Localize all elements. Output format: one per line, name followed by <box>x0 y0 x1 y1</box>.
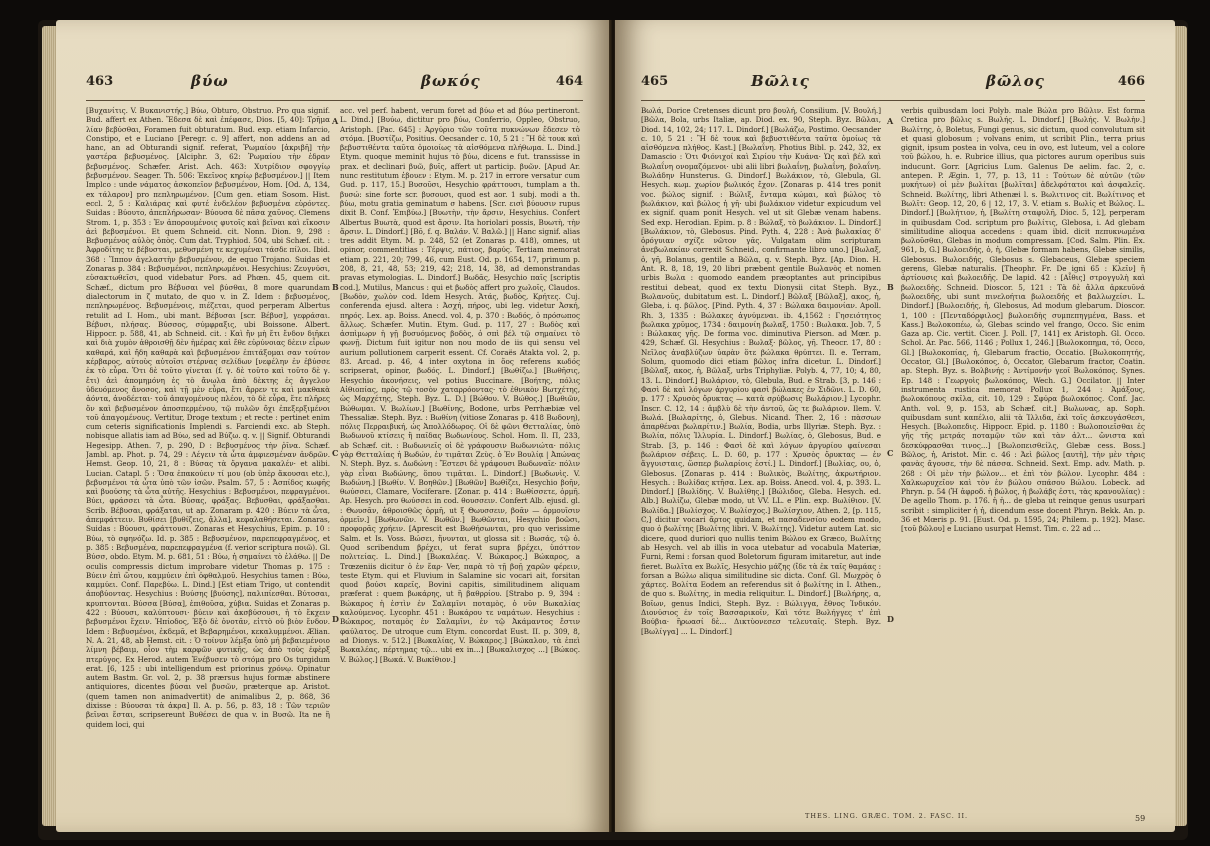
section-marker: D <box>887 614 894 624</box>
text-column: Βωλά, Dorice Cretenses dicunt pro βουλή, Consilium. [V. Βουλή.] [Βῶλα, Bola, urbs Italiæ, ap. Diod. ex. 90, Steph. Byz. Βῶλαι, Diod. 14, 102, 24; 117. L. Dindorf.] [Βωλάζω, Postimo. Oecsander c. 10, 5 21 : Ἢ δὲ τουκ καὶ βεβυστιθέντα ταῦτα ὁμοίως τὰ αἰσθόμενα πλήθος. Kast.] [Βωλαΐνη. Photius Bibl. p. 242, 32, ex Damascio : Ὁτι Φιόνιχοί καὶ Σιρίου τὴν Κυάνα· Ὡς καὶ βέλ καὶ Βωλαΐνη ονομαζόμενοι· ubi alii libri βωλαΐνῃ, βωλαΐνη, βολαΐνη. Βωλάδην Hunsterus. G. Dindorf.] Βωλάκιον, τὸ, Glebula, Gl. Hesych. κωμ. χωρίον βωλικός ἔχον. [Zonaras p. 414 tres ponit voc. βώλος signif. : Βώλιξ, ἔνταμα κώμαι, καὶ βώλος τὸ βωλάκιον, καὶ βώλος ἡ γῆ· ubi βωλάκιον videtur expicudum vel ex signif. quam ponit Hesych. vel ut sit Glebæ venam habens. Sed exp. Herodian. Epim. p. 8 : Βώλαξ, τὸ βωλάκιον. L. Dindorf.] [Βωλάκιον, τὸ, Glebosus. Pind. Pyth. 4, 228 : Ἀνὰ βωλακίας δ' ὀρόγυιαν σχίζε νῶτον γᾶς. Vulgatam olim scripturam ἀνεβωλακίαν correxit Schneid., confirmante libro uno.] [Βωλαξ, ὁ, γῆ, Bolanus, gentile a Βῶλα, q. v. Steph. Byz. [Ap. Dion. H. Ant. R. 8, 18, 19, 20 libri præbent gentile Βωλανὸς et nomen urbis Βωλα : quomodo eandem præoptantes aut principibus restitui debeat, quod ex textu Dionysii citat Steph. Byz., Βωλανοῦς, dubitatum est. L. Dindorf.] Βῶλαξ [Βῶλαξ], ακος, ἡ, Gleba, i. q. βῶλος. [Pind. Pyth. 4, 37 : Βώλακα δαιμονίαν. Apoll. Rh. 3, 1335 : Βώλακες ἀγνύμεναι. ib. 4,1562 : Γησειότητος βωλακα χρῦμος, 1734 : δαιμονίη βωλαξ, 1750 : Βωλακα. Job. 7, 5 : Βώλακας γῆς. De forma voc. diminutiva Pierson. ad Mœr. p. 429, Schæf. Gl. Hesychius : Βωλαξ· βῶλος, γῆ. Theocr. 17, 80 : Νεῖλος ἀναβλύζων ὑαρὰν ὅτε βώλακα θρύπτει. Il. e. Terram, Solum, quomodo dici etiam βῶλος infra dicetur. L. Dindorf.] [Βῶλαξ, ακος, ἡ, Βῶλαξ, urbs Triphyliæ. Polyb. 4, 77, 10; 4, 80, 13. L. Dindorf.] Βωλάριον, τὸ, Glebula, Bud. e Strab. [3, p. 146 : Φασὶ δὲ καὶ λόγων ἀργυρίου φασὶ βώλακες ἐν Σιδῶνι. L. D. 60, p. 177 : Χρυσὸς ὄρυκτας — κατὰ σρύβωσις Βωλάριον.] Lycophr. Inscr. C. 12, 14 : ἀμβλὺ δὲ τὴν ἀντοῦ, ὥς τε βωλάριον. Ilem. V. Βωλά. [Βωλαρίτης, ὁ, Glebus. Nicand. Ther. 2, 16 : πὰσσων ἀπαρθέναι βωλαρίτιν.] Βωλία, Bodia, urbs Illyriæ. Steph. Byz. : Βωλία, πόλις Ἰλλυρία. L. Dindorf.] Βωλίας, ὁ, Glebosus, Bud. e Strab. [3, p. 146 : Φασὶ δὲ καὶ λόγων ἀργυρίου φαίνεσαι βωλάριον σέβεις. L. D. 60, p. 177 : Χρυσὸς ὄρυκτας — ἐν ἄγγυισταις, ὥσπερ βωλαρίοις ἐστί.] L. Dindorf.] [Βωλίας, ου, ὁ, Glebosus. [Zonaras p. 414 : Βωλικὸς, Βωλίτης, ἀκρωτήριον. Hesych. : Βωλίδας κτῆσα. Lex. ap. Boiss. Anecd. vol. 4, p. 393. L. Dindorf.] [Βωλίδης. V. Βωλίθης.] [Βώλιδος, Gleba. Hesych. ed. Alb.] Βωλίζω, Glebæ modo, ut VV. LL. e Plin. exp. Βωλίθιον. [V. Βωλίδα.] [Βωλίσχος. V. Βωλίσχος.] Βωλίσχιον, Athen. 2, [p. 115, C,] dicitur vocari ἄρτος quidam, et πασαδενσίου eodem modo, quo ὁ βωλίτης [Βωλίτης libri. V. Βωλίτης]. Videtur autem Lat. sic dicere, quod duriori quo nullis tenim Βώλου ex Græco, Βωλίτης ab Hesych. vel ab illis in voca utebatur ad vocabula Materiæ, Furni, Remi : forsan quod Boletorum figuram imitaretur, aut inde fieret. Βωλῖτα ex Βωλῖς, Hesychio μάζης (ἴδε τὰ ἐκ ταῖς θαμάας : forsan a Βώλω aliqua similitudine sic dicta. Conf. Gl. Μωχρὸς ὁ χάρτες. Βολίτα Eodem an referendus sit ὁ βωλίτης in I. Athen., de quo s. Βωλίτης, in media reliquitur. L. Dindorf.] [Βωλήρης, α, Βοῖων, genus Indici, Steph. Byz. : Βώλιγγα, ἔθνος Ἰνδικόν. Διονύσιος ἐν τοῖς Βασσαρικοῖν, Καὶ τότε Βωλήγγες τ' ἐπὶ Βούβια· ἢρωασί δὲ... Δικτὺονεσεσ τελευταῖς. Steph. Byz. [Βωλίγγα] ... L. Dindorf.] <box>641 106 881 636</box>
running-headword: βωκός <box>421 72 481 90</box>
running-headword: βῶλος <box>986 72 1045 90</box>
text-column: [Βυχανίτις. V. Βυκανιστής.] Βύω, Obturo, Obstruo. Pro qua signif. Bud. affert ex Athen. Ἔδεσα δὲ καὶ ἐπέφασε, Dios. [5, 40]: Τρῆμα λίαν βεβύσθαι, Foramen fuit obturatum. Bud. exp. etiam Infarcio, Constipo, et e Luciano [Peregr. c. 9] affert, non addens an ad hanc, an ad Obturandi signif. referat, Ῥωμαίου [ἀκριβῆ] τὴν γαστέρα βεβυσμένος. [Alciphr. 3, 62: Ῥωμαίου τὴν ἐδραν βεβυσμένος. Schæfer. Arist. Ach. 463: Χυτρίδιον σφογγίῳ βεβυσμένον. Seager. Th. 506: Ἐκεῖνος κηρίῳ βεβυσμένον.] || Item Implco : unde νάματος ἀσκοπεῖον βεβυσμένον, Hom. [Od. Δ, 134, ex τάλαρον] pro πεπληρωμένον. [Cum gen. etiam Sosom. Hist. eccl. 2, 5 : Καλιάρας καὶ φυτέ ἐνδελέον βεβυσμένα εὑρόντες. Suidas : Βύουτο, ἀπεπλήρωσαν· Βύουσα δὲ πᾶσα χαῦνος. Clemens Strom. 1, p. 353 : Ἐν ἀπορουμένοις φυτοῖς καὶ βεῖναι καὶ εἴκοσιν ἀεὶ βεβυσμένοι. Et quem Schneid. cit. Nonn. Dion. 9, 298 : Βεβυσμένος αὐλὸς ὁπὸς. Cum dat. Tryphiod. 504, ubi Schæf. cit. : Ἀφροδίτης τε βέβυσται, μεθυσμένη τε κεχυμέναι τάσδε πίλοι. Ibid. 368 : Ἵππον ἀγελαστὴν βεβυσμένον, de equo Trojano. Suidas et Zonaras p. 384 : Βεβυσμένοι, πεπληρωμένοι. Hesychius: Ζευγνύσι, εὐσακτωθεῖσι, quod videbatur Pors. ad Phœn. 45, quem cit. Schæf., dictum pro Βέβυσαι vel βύσθαι, 8 more quarundam dialectorum in ζ mutato, de quo v. in Ζ. Idem : βεβυσμένος, πεπληρωμένος. Βεβυσμένοις, πιέζεται, quod perperam Albertus retulit ad I. Hom., ubi mant. Βέβυσαι [scr. Βέβυσ], γεφράσαι. Βέβυσι, πλήσας. Βύσσος, σύμφραξις, ubi Boissone. Albert. Hippocr. p. 588, 41, ab Schneid. cit. : Καὶ ἤν μὴ ἔτι ἔνδον διῆκει καὶ διὰ χυμὸν ἀθροισθῇ δὲν ἡμέρας καὶ ἔθε εὐρύνοιας δὲειν εἶρων καθαρά, καὶ ἤδη καθαρὰ καὶ βεβυσμένον ἐπιτάξομαι σαν τούτον κέρβαρος, αὐτοὺς αὐτοῖσι στέρνας σελίδων [νεφέλην ἐν ἐβύσσε ἐκ τὸ εὖρα. Ὅτι δὲ τοῦτο γίνεται (f. γ. δὲ τοῦτο καὶ τοῦτο δὲ γ. ἔτι) ἀεὶ ἀπομημόνη ἐς τὸ ἄνωλα ἀπὸ δὲκτης ἐς ἄγγελον ὑδευόμενος ἄνοσος, καὶ τῇ μὲν εὖρα, ἔτι ἄρρεν τε καὶ μακθακὰ ἀόντα, ἀνοδέεται· τοῦ ἀπαγομένους πλέον, τὸ δὲ εὖρα, ἔτε πλῆρες ὄν καὶ βεβυσμένον ἀποσπερμένου, τῷ πυλῶν ὄχι ἐπεξερξιμένοι τοῦ ἀπαγομένους. Vertitur, Droge textum ; et recte : pertinet enim cum ceteris significationis Implendi s. Farciendi exc. ab Steph. nobisque allatis iam ad Βύω, sed ad Βύζω. q. v. || Signif. Obturandi Hegesipp. Athen. 7, p. 290, D : Βεβυσμένος τὴν ῥῖνα. Schæf. Jambl. ap. Phot. p. 74, 29 : Λέγειν τὰ ὦτα ἀμφιεσμέναν ἀνδρῶν. Hemst. Geop. 10, 21, 8 : Βύσας τὰ ὄργανα μακαλέν· et alibi. Lucian. Catapl. 5 : Ὅσα ἐπακούειν τί μου (ob ὑπὲρ ἄκουσαι etc.), βεβυσμένοι τὰ ὦτα ὑπὸ τῶν ἰσῶν. Psalm. 57, 5 : Ἀσπίδος κωφῆς καὶ βυούσης τὰ ὦτα αὐτῆς. Hesychius : Βεβυσμένοι, πεφραγμένοι. Βύει, φράσσει τὰ ὦτα. Βύσας, φράξας. Βεβυσθαι, φράξασθαι. Scrib. Βέβυσαι, φράξαται, ut ap. Zonaram p. 420 : Βύειν τὰ ὦτα, ἀπεμφάττειν. Βυθίσει [βυθίζεις, ᾄλλα], κεφαλαθήσεται. Zonaras, Suidas : Βύουσι, φράττουσι. Zonaras et Hesychius, Epim. p. 10 : Βύω, τὸ σφηνόζω. Id. p. 385 : Βεβυσμένον, παρεπεφραγμένος, et p. 385 : Βεβυσμένα, παρεπεφραγμένα (f. verior scriptura ποιῶ). Gl. Βύσσ, obdo. Etym. M. p. 681, 51 : Βύω, ἡ σημαίνει τὸ ἐλάθω. || De oculis compressis dictum improbare videtur Thomas p. 175 : Βύειν ἐπὶ ὤτου, καμμύειν ἐπὶ ὀφθαλμοῦ. Hesychius tamen : Βύω, καμμύει. Conf. Παρεβύω. L. Dind.] [Est etiam Trigo, ut contendit ἀποβύοντας. Hesychius : Βυύσης [βυύσης], παλιπίεσθαι. Βύτοσαι, κρυπτονται. Βύσσα [Βύσα], ἐπιθοῦσα, χύβια. Suidas et Zonaras p. 422 : Βύουσι, καλύπτουσι· βύειν καὶ ἀκσβύσουσι, ἡ τὸ ἔκχειν βεβυσμένοι ἔχειν. Ἠπίοδος, Ἐξὸ δὲ ὀνοτᾶν, εἰττὸ οὐ βιὸν ἔνδον. Idem : Βεβυσμένοι, ἐκδεμᾶ, et Βεβαρημένοι, κεκαλυμμένοι. Ælian. N. A. 21, 48, ab Hemst. cit. : Ὁ τοίνυν λέμξα ὑπὸ μή βεβαιεμένοιο λίμνη βέβαιμ, οἷον τὴμ καρφῶν φυτικῆς, ὠς ἀπὸ τοὺς ἐφὲρξ πτερύγος. Ex Herod. autem Ἐνέβυσεν τὸ στόμα pro Os turgidum erat. [6, 125 : ubi intelligendum est priorinus χρόνῳ. Opinatur autem Bastm. Gr. vol. 2, p. 38 prærsus hujus formæ abstinere antiquiores, dicentes βύσαι vel βυσῶν, præterque ap. Aristot. (quem tamen non animadvertit) de animalibus 2, p. 868, 36 dixisse : Βύουσαι τὰ ἀκρα] Il. A. p. 56, p. 83, 18 : Τῶν τεριῶν βεῖναι ἔσται, scripsereunt Βυθέσει de qua v. in Βυσῶ. Ita ne ἢ quidem loci, qui <box>86 106 330 729</box>
section-marker: A <box>332 116 339 126</box>
section-marker: A <box>887 116 894 126</box>
text-column: verbis quibusdam loci Polyb. male Βώλα pro Βῶλιν. Est forma Cretica pro βῶλις s. Βωλής. L. Dindorf.] [Βωλής. V. Βωλὴν.] Βωλίτης, ὁ, Boletus, Fungi genus, sic dictum, quod convolutum sit et quasi globosum ; volvans enim, ut scribit Plin., terra prius gignit, ipsum postea in volva, ceu in ovo, est luteum, vel a colore τοῦ βώλου, h. e. Rubrice illius, qua pictores aurum operibus suis inducunt. Gorr. [Agricius Lum. Galenus De aelim. fac. 2, c. antepen. P. Ægin. 1, 77, p. 13, 11 : Τούτων δὲ αὐτῶν (τῶν μυκήτων) οἱ μὲν βωλίται [βωλῖται] ἀδελφότατοι καὶ ἀσφαλεῖς. Schneid. Βωλίτης, libri Athenæi l. s. Βωλιτινος cit. Βωλίτινος et Βωλῖτ: Geop. 12, 20, 6 | 12, 17, 3. V. etiam s. Βωλίς et Βώλος. L. Dindorf.] [Βωλήτιον, ἡ, [Βωλίτη σταφυλῆ, Dioc. 5, 12], perperam in quibusdam Cod. scriptum pro βωλίτις, Glebosa, i. Ad glebam similitudine alioqua accedens : quam ibid. dicit πεπυκνωμένα βωλοῦσθαι, Glebas in modum compressam. [Cod. Salm. Plin. Ex. 961, b, G.] Βωλοειδής, ὁ, ἡ, Glebæ formam habens, Glebæ similis, Glebosus. Βωλοειδής, Glebosus s. Glebaceus, Glebæ speciem gerens, Glebæ naturalis. [Theophr. Fr. De igni 65 : Κλεῖν] ἢ ἀρτίουσις καὶ βωλοειδῆς. De lapid. 42 : [Αἶθις] στρογγυλὴ καὶ βωλοειδὴς. Schneid. Dioscor. 5, 121 : Τὰ δὲ ἄλλα ἀρκευῦνά βωλοειδῆς, ubi sunt πινελοήτια βωλοειδής et βαλλωχείσι. L. Dindorf.] [Βωλοειδής, ἡ, Glebosus, Ad modum glebarum. Dioscor. 1, 100 : [Πενταδόρφιλος] βωλοειδὴς συμπεπηγμένα, Bass. et Kass.] Βωλοκοπέω, ὦ, Glebas scindo vel frango, Occo. Sic enim Gaza ap. Cic. vertit. Cicer. J. Poll. [7, 141] ex Aristoph. Gl. Occo. Schol. Ar. Pac. 566, 1146 ; Pollux 1, 246.] [Βωλοκοπημα, τό, Occo, Gl.] [Βωλοκοπίας, ἡ, Glebarum fractio, Occatio. [Βωλοκοπητής, Occator, Gl.] [Βωλοκόπος, ὁ, Occator, Glebarum fractor, Coatin. ap. Steph. Byz. s. Βολβινής : Ἀντίμονήν γεοῖ Βωλοκόπος. Synes. Ep. 148 : Γεωργοὶς βωλοκόπος, Wech. G.] Occilator. || Inter instrumenta rustica memorat Pollux 1, 244 : Ἀμάξους, βωλοκόπους σκῖλα, cit. 10, 129 : Σφύρα βωλοκόπος. Conf. Jac. Anth. vol. 9, p. 153, ab Schæf. cit.] Βωλωνας, ap. Soph. quibusdam sunt καπέλιο, alii τὰ Ἰλλιδα, ἐκὶ τοῖς ἀσκευγάσθεσι, Hesych. [Βωλοπεδις. Hippocr. Epid. p. 1180 : Βωλοποιεῖσθαι ἐς γῆς τῆς μετράς ποταμῷν τῶν καὶ τὰν ἀλτ... ὤνιστα καὶ δεσκύφρασθαι τινος...] [Βωλοπεισθείλς, Glebæ cess. Boss.] Βῶλος, ἡ, Aristot. Mir. c. 46 : Ἀεὶ βώλος [αυτὴ], τὴν μὲν τὴρις φανὰς ἄγουσε, τὴν δὲ πάσσα. Schneid. Sext. Emp. adv. Math. p. 268 : Οἱ μὲν τὴν βώλον... et ἐπὶ τὸν βώλον. Lycophr. 484 : Χαλκωρυχεῖον καὶ τὸν ἐν βώλου σπάσου Βώλου. Lobeck. ad Phryn. p. 54 (Ἡ ἀφροδ. ἡ βώλος, ἡ βωλάβς ἐστι, τὰς κρανουλίας) : De agello Thom. p. 176. ἡ ἡ... de gleba ut reinque genus usurpari scribit : simpliciter ἡ ἡ, dicendum esse docent Phryn. Bekk. An. p. 36 et Mœris p. 91. [Eust. Od. p. 1595, 24; Philem. p. 192]. Masc. [τοῦ βῶλου] e Luciano usurpat Hemst. Tim. c. 22 ad ... <box>901 106 1145 534</box>
header-rule <box>86 100 583 101</box>
section-marker: D <box>332 614 339 624</box>
right-page <box>615 20 1175 832</box>
section-marker: C <box>332 448 339 458</box>
right-page-header <box>641 72 1145 96</box>
page-edges-right <box>1175 26 1187 826</box>
page-number: 465 <box>641 74 669 89</box>
page-number: 464 <box>555 74 583 89</box>
signature-mark: 59 <box>1135 814 1146 823</box>
page-number: 463 <box>86 74 114 89</box>
running-headword: Βῶλις <box>751 72 810 90</box>
text-column: acc. vel perf. habent, verum foret ad βύω et ad βύω pertineront. L. Dind.] [Βυύω, dictitur pro βύω, Conferrio, Oppleo, Obstruo, Aristoph. [Pac. 645] : Ἀργύριο τῶν τοῦτα πυκνώνων ἔδεσεν τὸ στόμα. [Βυστίζω, Positius. Oecsander c. 10, 5 21 : Ἢ δὲ τουκ καὶ βεβυστιθέντα ταῦτα ὁμοιοίως τὰ αἰσθόμενα πλήθωμα. L. Dind.] Etym. quoque meminit hujus τὸ βύω, dicens e fut. transsisse in prax. et declinari βυῶ, βυῖς, affert ut particip. βυῶν. [Apud Ar. nunc restitutum ἐβουεν : Etym. M. p. 217 in errore versatur cum Gud. p. 117, 15.] Βυσοῦσι, Hesychio φράττουσι, tumplam a th. βυσώ: sine forte scr. βυσουσι, quod est aor. 1 subj. modi a th. βύω, motu gratia geminatum σ habens. [Scr. εισὶ βύουσιν rupus dixit Β. Conf. Ἐπιβύω.] [Βυωτὴν, τὴν ἄρσιν, Hesychius. Confert Albertus Βυωτὰ, quod est ἄρσιν. Ita horiolari possis, Βυωτὴ, τὴν ἄρσιν. L. Dindorf.] [Bō, f. q. Βαλάν. V. Βαλῶ.] || Hanc signif. alias tres addit Etym. M. p. 248, 52 (et Zonaras p. 418), omnes, ut opinor, commentitias : Τέρψις, πάτιος, βαρύς. Tertiam memorat etiam p. 221, 20; 799, 46, cum Eust. Od. p. 1654, 17, primum p. 208, 8, 21, 48, 53; 219, 42; 218, 14, 38, ad demonstrandas pravas etymologias. L. Dindorf.] Βωδᾶς, Hesychio παῖς [scriptis cod.], Mutilus, Mancus : qui et βωδὸς affert pro χωλοῖς, Claudos. [Βωδὸν, χωλὸν cod. Idem Hesych. Ἀτάς, βωδὸς, Κρήτες. Cuj. conferenda ejusd. altera : Ἀσχή, πήρος, ubi leg. videtur Ἀσκή, πηρός. Lex. ap. Boiss. Anecd. vol. 4, p. 370 : Βωδός, ὁ πρόσωπος ἄλλως. Schæfer. Mutin. Etym. Gud. p. 117, 27 : Βωδὸς καὶ ἀσπὶμωρν ἡ γῇ βυσυόμενος βοδὸς, ὁ σπὶ βέλ τῷ σημαίνει τὸ φωνῇ. Dictum fuit igitur non nou modo de iis qui sensu vel aurium pollutionem carperit essent. Cf. Coraës Atakta vol. 2, p. 83. Arcad. p. 46, 4 inter oxytona in ὄος referens κωδός scripserat, opinor, βωδός. L. Dindorf.] [Βωθίζω.] [Βωθῆσις, Hesychio ἀκονήσεις, vel potius Buccinare. [Βοήτης, πόλις Αἰθιοπίας, πρὸς τῷ τοσὸν χαταρρόοντας· τὸ ἐθνικὸν Βωτχέτης, ὡς Μαρχέτης, Steph. Byz. L. D.] [Βώθου. V. Βώθος.] [Βωθιῶν, Βώθωμαι. V. Βωλίων.] [Βωθίνης, Bodone, urbs Perrhæbiæ vel Thessaliæ. Steph. Byz. : Βωθίνη (vitiose Zonaras p. 418 Βωδονη), πόλις Περραιβική, ὡς Ἀπολλόδωρος. Οἱ δὲ φῶνι Θετταλίας, ὑπὸ Βωδωνοῦ κτίσεις ἢ παῖδας Βωδωνίους. Schol. Hom. Il. Π, 233, ab Schæf. cit. : Βωδωνιεῖς οἱ δὲ γράφουσιν Βωδωνιώτα· πόλις γὰρ Θετταλίας ἡ Βωδών, ἐν τιμᾶται Ζεὺς. ὁ Ἐν Βουλίᾳ | Ἀπώνας N. Steph. Byz. s. Δωδώνη : Ἔστεσι δὲ γράφουσι Βωδωναῖε· πόλιν γὰρ εἶναι Βωδώνης, ὅπου τιμᾶται. L. Dindorf.] [Βωδωνὶς. V. Βωδώνη.] [Βωθίν. V. Βοηθῶν.] [Βωθῶν] Βωθίζει, Hesychio βοῆν, θωύσσει, Clamare, Vociferare. [Zonar. p. 414 : Βωθίσσετε, ὀρμῆ. Ap. Hesych. pro θωύσσει in cod. θουσσειν. Confert Alb. ejusd. gl. : Θωυσᾶν, ἀθροισθῶς ὀρμῆ, ut ξ Θωυσσειν, βοᾶν — ὀρμουῖσιν ὀρμεῖν.] [Βωθωνῶν. V. Βωθῶν.] Βωθῶνται, Hesychio βοῶσι, προφορᾶς χρήειν. [Aprescit est Βωθήσωνται, pro quo verissime Salm. et Is. Voss. Βώσει, ἥνυνται, ut glossa sit : Βωσάς, τῷ ὀ. Quod scribendum βρέχει, ut ferat supra βρέχει, ὑπόττον πολιτείας. L. Dind.] [Βωκαλέας. V. Βώκαρος.] Βώκαρος, a Trœzeniis dicitur ὁ ἐν ἔαρ· Ver, παρὰ τὸ τῇ βοῇ χαρῶν φέρειν, teste Etym. qui et Fluvium in Salamine sic vocari ait, forsitan quod βούσι καρεῖς, Bovini capitis, similitudinem aliquam præferat : quem βωκάρης, ut ἢ βαθρρίου. [Strabo p. 9, 394 : Βώκαρος ἡ ἐστὶν ἐν Σαλαμῖνι ποταμὸς, ὁ νῦν Βωκαλίας καλούμενος. Lycophr. 451 : Βωκάρου τε ναμάτων. Hesychius : Βώκαρος, ποταμὸς ἐν Σαλαμῖνι, ἐν τῷ Ἀκάμαντος ἔστιν φαύλατος. De utroque cum Etym. concordat Eust. II. p. 309, 8, ad Dionys. v. 512.] [Βωκαλίας, V. Βώκαρος.] [Βώκαλον, τὰ ἐπεὶ Βωκαλέας, πέρτημας τῷ... ubi ex in...] [Βωκαλισχος ...] [Βώκος. V. Βώλος.] [Βωκά. V. Βωκίθιον.] <box>340 106 580 664</box>
page-edges-left <box>42 26 56 826</box>
section-marker: B <box>887 282 894 292</box>
page-footer: THES. LING. GRÆC. TOM. 2. FASC. II. <box>805 812 969 820</box>
header-rule <box>641 100 1145 101</box>
running-headword: βύω <box>191 72 229 90</box>
book <box>38 20 1188 840</box>
section-marker: C <box>887 448 894 458</box>
left-page <box>56 20 611 832</box>
page-number: 466 <box>1117 74 1145 89</box>
left-page-header <box>86 72 583 96</box>
section-marker: B <box>332 282 339 292</box>
